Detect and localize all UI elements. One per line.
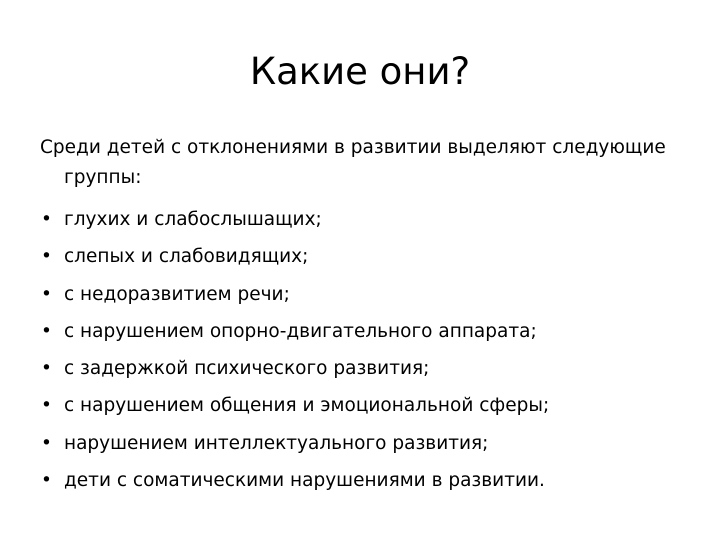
slide-content <box>40 133 680 503</box>
bullet-icon: • <box>41 395 52 417</box>
list-item-text: глухих и слабослышащих; <box>64 209 322 230</box>
list-item-text: слепых и слабовидящих; <box>64 246 309 268</box>
list-item-text: с недоразвитием речи; <box>64 283 290 305</box>
list-item <box>40 391 680 428</box>
list-item <box>40 280 680 317</box>
list-item <box>40 466 680 503</box>
list-item-text: с нарушением общения и эмоциональной сферы; <box>64 395 550 417</box>
list-item <box>40 354 680 391</box>
bullet-icon: • <box>41 358 52 380</box>
list-item <box>40 317 680 354</box>
list-item <box>40 242 680 279</box>
list-item <box>40 205 680 242</box>
list-item-text: с нарушением опорно-двигательного аппарата; <box>64 320 537 342</box>
bullet-icon: • <box>41 320 52 342</box>
bullet-list <box>40 205 680 503</box>
slide-title: Какие они? <box>249 50 471 93</box>
bullet-icon: • <box>41 209 52 230</box>
intro-text: Среди детей с отклонениями в развитии выделяют следующие группы: <box>40 137 666 188</box>
bullet-icon: • <box>41 432 52 454</box>
list-item-text: дети с соматическими нарушениями в развитии. <box>64 470 545 492</box>
bullet-icon: • <box>41 283 52 305</box>
list-item <box>40 429 680 466</box>
list-item-text: с задержкой психического развития; <box>64 358 430 380</box>
bullet-icon: • <box>41 246 52 268</box>
bullet-icon: • <box>41 470 52 492</box>
list-item-text: нарушением интеллектуального развития; <box>64 432 489 454</box>
